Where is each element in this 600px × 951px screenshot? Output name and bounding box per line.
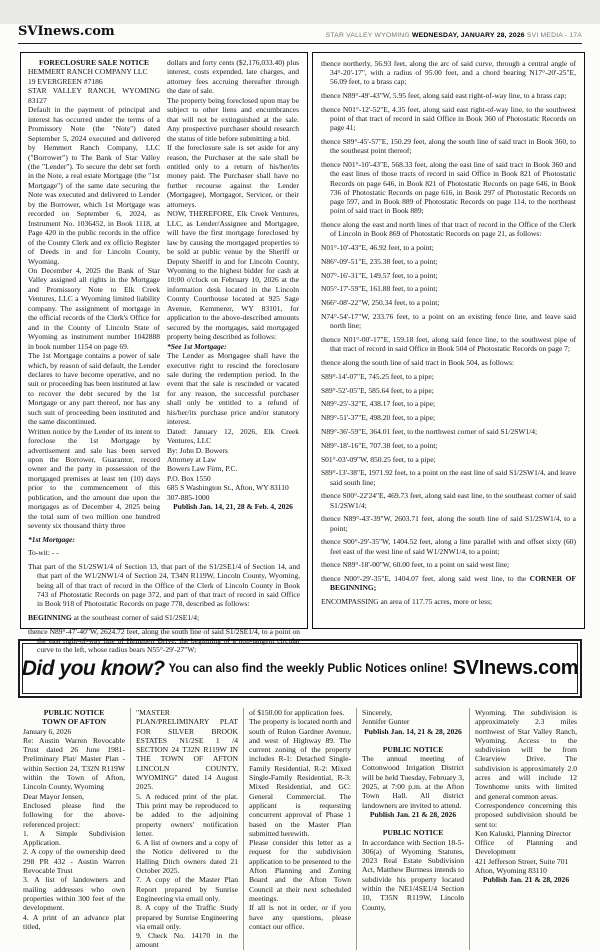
notice-paragraph: thence N89°-49'-43"W, 5.95 feet, along said east right-of-way line, to a brass cap; <box>321 91 567 101</box>
notice-paragraph: thence northerly, 56.93 feet, along the arc of said curve, through a central angle of 34°-20'-17", with a radius of 95.00 feet, and a chord bearing N17°-20'-25"E, 56.09 feet, to a brass cap; <box>321 59 576 87</box>
dateline <box>326 32 582 39</box>
notice-paragraph: On December 4, 2025 the Bank of Star Valley assigned all rights in the Mortgage and Promissory Note to Elk Creek Ventures, LLC a Wyoming limited liability company. The assignment of mortgage in the official records of the Clerk's Office for and in the County of Lincoln State of Wyoming as instrument number 1042888 in book number 1154 on page 69. <box>28 265 160 351</box>
notice-paragraph: If the foreclosure sale is set aside for any reason, the Purchaser at the sale shall be entitled only to a return of his/her/its money paid. The Purchaser shall have no further recourse against the Lender (Mortgagee), Mortgagor, Servicer, or their attorneys. <box>167 143 299 209</box>
public-notices-section <box>18 708 582 950</box>
notice-paragraph: Wyoming. The subdivision is approximately 2.3 miles northwest of Star Valley Ranch, Wyoming. Access to the subdivision will be from Clearview Drive. The subdivision is approximately 2.0 acres and will include 12 Townhome units with limited and general common areas. <box>475 708 577 801</box>
foreclosure-columns <box>28 58 300 531</box>
notice-paragraph: N86°-09'-51"E, 235.38 feet, to a point; <box>321 256 438 266</box>
notice-paragraph: Default in the payment of principal and interest has occurred under the terms of a Promissory Note (the "Note") dated September 5, 2024 executed and delivered by Hemmert Ranch Company, LLC ("Borrower") to The Bank of Star Valley (the "Lender"). To secure the debt set forth in the Note, a real estate Mortgage (the "1st Mortgage") of the same date securing the Note was executed and delivered to Lender by the Borrower, which 1st Mortgage was recorded on September 6, 2024, as Instrument No. 1036452, in Book 1118, at Page 420 in the public records in the office of the County Clerk and ex officio Register of Deeds in and for Lincoln County, Wyoming. <box>28 105 160 266</box>
notice-paragraph: Ken Kaluski, Planning Director <box>475 828 572 838</box>
notice-paragraph: 685 S Washington St., Afton, WY 83110 <box>167 483 289 493</box>
notice-paragraph: Publish Jan. 21 & 28, 2026 <box>369 809 457 819</box>
notice-paragraph: Written notice by the Lender of its intent to foreclose the 1st Mortgage by advertisement and sale has been served upon the Borrower, Guarantor, record owner and the party in possession of the mortgaged premises at least ten (10) days prior to the commencement of this publication, and the amount due upon the mortgages as of December 4, 2025 being the total sum of two million one hundred seventy six thousand thirty three <box>28 426 160 531</box>
notice-paragraph: Enclosed please find the following for the above-referenced project: <box>23 800 125 829</box>
public-notices-column-5 <box>469 708 582 950</box>
notice-paragraph: thence N89°-18'-00"W, 60.00 feet, to a point on said west line; <box>321 560 510 570</box>
public-notices-column-4 <box>356 708 469 950</box>
notice-paragraph: thence N01°-00'-17"E, 159.18 feet, along said fence line, to the southwest pipe of that tract of record in said Office in Book 504 of Photostatic Records on page 7; <box>321 335 576 354</box>
dateline-region: STAR VALLEY WYOMING <box>325 32 412 39</box>
notice-paragraph: dollars and forty cents ($2,176,033.40) plus interest, costs expended, late charges, and attorney fees accruing thereafter through the date of sale. <box>167 58 299 96</box>
notice-paragraph: In accordance with Section 18-5-306(a) of Wyoming Statutes, 2023 Real Estate Subdivision Act, Matthew Burtness intends to subdivide his property located within the NE1/4SE1/4 Section 10, T35N R119W, Lincoln County, <box>362 837 464 912</box>
notice-paragraph: N01°-10'-43"E, 46.92 feet, to a point; <box>321 243 434 253</box>
notice-paragraph: The property is located north and south of Rulon Gardner Avenue, and west of Highway 89. The current zoning of the property includes R-1: Detached Single-Family Residential, R-2: Mixed Single-Family Residential, R-3: Mixed Residential, and GC: General Commercial. The applicant is requesting concurrent approval of Phase 1 based on the Master Plan submitted herewith. <box>249 717 351 838</box>
notice-paragraph: thence N89°-43'-39"W, 2603.71 feet, along the south line of said S1/2SW1/4, to a point; <box>321 514 576 533</box>
notice-paragraph: Dated: January 12, 2026, Elk Creek Ventures, LLC <box>167 426 299 446</box>
banner-message-text: You can also find the weekly Public Notices online! <box>168 662 448 675</box>
notice-paragraph: The Lender as Mortgagee shall have the executive right to rescind the foreclosure sale during the redemption period. In the event that the sale is rescinded or vacated for any reason, the successful purchaser shall only be entitled to a refund of his/her/its purchase price and/or statutory interest. <box>167 351 299 427</box>
notice-paragraph: 421 Jefferson Street, Suite 701 <box>475 856 569 866</box>
notice-paragraph: thence along the south line of said tract in Book 504, as follows: <box>321 358 515 367</box>
foreclosure-notice <box>20 52 585 655</box>
notice-paragraph: ENCOMPASSING an area of 117.75 acres, more or less; <box>321 597 493 607</box>
notice-paragraph: HEMMERT RANCH COMPANY LLC <box>28 67 148 77</box>
notice-text-segment: CORNER OF BEGINNING; <box>330 574 576 593</box>
site-logo: SVInews.com <box>18 24 115 39</box>
notice-paragraph: N89°-51'-37"E, 498.20 feet, to a pipe; <box>321 413 436 423</box>
notice-paragraph: S01°-03'-09"W, 850.25 feet, to a pipe; <box>321 454 436 464</box>
notice-paragraph: S89°-52'-05"E, 585.64 feet, to a pipe; <box>321 385 434 395</box>
notice-text-segment: at the southeast corner of said S1/2SE1/4; <box>71 612 200 622</box>
notice-paragraph: S89°-13'-38"E, 1971.92 feet, to a point on the east line of said S1/2SW1/4, and leave said south line; <box>321 468 576 487</box>
notice-paragraph: NOW, THEREFORE, Elk Creek Ventures, LLC, as Lender/Assignee and Mortgagee, will have the first mortgage foreclosed by law by causing the mortgaged properties to be sold at public venue by the Sheriff or Deputy Sheriff in and for Lincoln County, Wyoming to the highest bidder for cash at 10:00 o'clock on February 10, 2026 at the information desk located in the Lincoln County Courthouse located at 925 Sage Avenue, Kemmerer, WY 83101, for application to the above-described amounts secured by the mortgages, said mortgaged property being described as follows: <box>167 209 299 342</box>
notice-paragraph: thence N01°-10'-43"E, 568.33 feet, along the east line of said tract in Book 360 and the east lines of those tracts of record in said Office in Book 821 of Photostatic Records on page 646, in Book 821 of Photostatic Records on page 646, in Book 736 of Photostatic Records on page 616, in Book 297 of Photostatic Records on page 597, and in Book 889 of Photostatic Records on page 114, to the northeast point of said tract in Book 889; <box>321 160 576 216</box>
notice-paragraph: 8. A copy of the Traffic Study prepared by Sunrise Engineering via email only. <box>136 903 238 931</box>
notice-paragraph: N07°-16'-31"E, 149.57 feet, to a point; <box>321 270 438 280</box>
notice-paragraph: Dear Mayor Jensen, <box>23 791 84 801</box>
notice-paragraph: That part of the S1/2SW1/4 of Section 13, that part of the S1/2SE1/4 of Section 14, and that part of the W1/2NW1/4 of Section 24, T34N R119W, Lincoln County, Wyoming, being all of that tract of record in the Office of the Clerk of Lincoln County in Book 743 of Photostatic Records on page 372, and part of that tract of record in said Office in Book 918 of Photostatic Records on page 778, described as follows: <box>28 562 300 609</box>
notice-paragraph: TOWN OF AFTON <box>42 717 106 727</box>
notice-paragraph: Afton, Wyoming 83110 <box>475 866 547 876</box>
notice-paragraph: of $150.00 for application fees. <box>249 708 345 717</box>
notice-paragraph: 1. A Simple Subdivision Application. <box>23 828 125 848</box>
notice-paragraph: STAR VALLEY RANCH, WYOMING 83127 <box>28 86 160 105</box>
notice-paragraph: N89°-25'-32"E, 438.17 feet, to a pipe; <box>321 399 436 409</box>
public-notices-column-1 <box>18 708 130 950</box>
notice-paragraph: 2. A copy of the ownership deed 298 PR 432 - Austin Warren Revocable Trust <box>23 847 125 876</box>
notice-paragraph: P.O. Box 1550 <box>167 473 211 483</box>
dateline-edition: SVI MEDIA - 17A <box>524 32 582 39</box>
notice-paragraph: *1st Mortgage: <box>28 534 75 544</box>
banner-website-text: SVInews.com <box>452 657 579 679</box>
notice-text-segment: BEGINNING <box>28 612 72 622</box>
notice-paragraph: PUBLIC NOTICE <box>382 744 444 754</box>
notice-paragraph: N66°-08'-22"W, 250.34 feet, to a point; <box>321 298 440 308</box>
notice-paragraph: The annual meeting of Cottonwood Irrigation District will be held Tuesday, February 3, 2025, at 7:00 p.m. at the Afton Town Hall. All district landowners are invited to attend. <box>362 754 464 810</box>
notice-paragraph: PUBLIC NOTICE <box>43 708 105 717</box>
notice-paragraph: Correspondence concerning this proposed subdivision should be sent to: <box>475 800 577 829</box>
notice-paragraph: To-wit: - - <box>28 548 59 558</box>
masthead <box>18 24 582 44</box>
dateline-date: WEDNESDAY, JANUARY 28, 2026 <box>411 32 525 39</box>
notice-paragraph: 4. A print of an advance plat titled, <box>23 912 125 931</box>
notice-text-segment: thence N00°-29'-35"E, 1404.07 feet, along said west line, to the <box>321 574 530 584</box>
notice-paragraph: Re: Austin Warren Revocable Trust dated 26 June 1981- Preliminary Plat/ Master Plan -within Section 24, T32N R119W within the Town of Afton, Lincoln County, Wyoming <box>23 735 125 792</box>
foreclosure-column-2 <box>167 58 299 531</box>
notice-paragraph: N74°-54'-17"W, 233.76 feet, to a point on an existing fence line, and leave said north line; <box>321 312 576 331</box>
notice-paragraph <box>321 574 576 592</box>
notice-paragraph: 9. Check No. 14170 in the amount <box>136 931 238 950</box>
notice-paragraph: Bowers Law Firm, P.C. <box>167 464 238 474</box>
notice-paragraph: Publish Jan. 14, 21 & 28, 2026 <box>364 726 462 736</box>
foreclosure-legal-description-continued <box>312 52 585 629</box>
newspaper-page <box>0 24 600 951</box>
notice-paragraph: thence S00°-29'-35"W, 1404.52 feet, along a line parallel with and offset sixty (60) feet east of the west line of said W1/2NW1/4, to a point; <box>321 537 576 556</box>
notice-paragraph: If all is not in order, or if you have any questions, please contact our office. <box>249 903 351 931</box>
notice-paragraph: 19 EVERGREEN #7186 <box>28 76 103 86</box>
foreclosure-legal-description-intro <box>28 535 300 655</box>
notice-paragraph: thence S00°-22'24"E, 469.73 feet, along said east line, to the southeast corner of said S1/2SW1/4; <box>321 491 576 510</box>
notice-paragraph: S89°-14'-07"E, 745.25 feet, to a pipe; <box>321 371 434 381</box>
notice-paragraph: Sincerely, <box>362 708 393 717</box>
notice-paragraph <box>28 613 300 622</box>
notice-paragraph: The 1st Mortgage contains a power of sale which, by reason of said default, the Lender declares to have become operative, and no suit or proceeding has been instituted at law to recover the debt secured by the 1st Mortgage or any part thereof, nor has any such suit of proceeding been instituted and the same discontinued. <box>28 351 160 427</box>
notice-paragraph: January 6, 2026 <box>23 726 72 736</box>
notice-paragraph: FORECLOSURE SALE NOTICE <box>38 58 150 67</box>
notice-paragraph: thence S89°-45'-57"E, 150.29 feet, along the south line of said tract in Book 360, to the southeast point thereof; <box>321 137 576 156</box>
foreclosure-left-box <box>20 52 308 655</box>
notice-paragraph: 307-885-1000 <box>167 492 210 502</box>
public-notices-column-2 <box>130 708 243 950</box>
notice-paragraph: 5. A reduced print of the plat. This print may be reproduced to be added to the adjoining property owners' notification letter. <box>136 791 238 838</box>
notice-paragraph: 7. A copy of the Master Plan Report prepared by Sunrise Engineering via email only. <box>136 875 238 903</box>
notice-paragraph: Attorney at Law <box>167 455 217 465</box>
notice-paragraph: Office of Planning and Development <box>475 838 577 857</box>
notice-paragraph: N89°-18'-16"E, 707.38 feet, to a point; <box>321 440 438 450</box>
notice-paragraph: 6. A list of owners and a copy of the Notice delivered to the Halling Ditch owners dated 21 October 2025. <box>136 838 238 876</box>
notice-paragraph: By: John D. Bowers <box>167 445 228 455</box>
notice-paragraph: N89°-36'-59"E, 364.01 feet, to the northwest corner of said S1/2SW1/4; <box>321 426 538 436</box>
notice-paragraph: The property being foreclosed upon may be subject to other liens and encumbrances that will not be extinguished at the sale. Any prospective purchaser should research the status of title before submitting a bid. <box>167 95 299 143</box>
notice-paragraph: "MASTER PLAN/PRELIMINARY PLAT FOR SILVER BROOK ESTATES N1/2SE 1 /4 SECTION 24 T32N R119W IN THE TOWN OF AFTON LINCOLN COUNTY, WYOMING" dated 14 August 2025. <box>136 708 238 792</box>
notice-paragraph: 3. A list of landowners and mailing addresses who own properties within 300 feet of the development. <box>23 875 125 913</box>
notice-paragraph: Jennifer Gunter <box>362 717 410 727</box>
notice-paragraph: N05°-17'-59"E, 161.88 feet, to a point; <box>321 284 438 294</box>
notice-paragraph: thence N89°-47'-40"W, 2624.72 feet, along the south line of said S1/2SE1/4, to a point on the east right-of-way line of Hemmert Drive, the beginning of a non-tangent circular curve to the left, whose radius bears N55°-29'-27"W; <box>28 626 300 655</box>
notice-paragraph: thence along the east and north lines of that tract of record in the Office of the Clerk of Lincoln in Book 869 of Photostatic Records on page 21, as follows: <box>321 220 576 239</box>
notice-paragraph: PUBLIC NOTICE <box>382 828 444 838</box>
foreclosure-column-1 <box>28 58 160 531</box>
notice-paragraph: Publish Jan. 21 & 28, 2026 <box>482 875 570 885</box>
notice-paragraph: Publish Jan. 14, 21, 28 & Feb. 4, 2026 <box>173 502 293 512</box>
notice-paragraph: thence N01°-12'-52"E, 4.35 feet, along said east right-of-way line, to the southwest point of that tract of record in said Office in Book 360 of Photostatic Records on page 41; <box>321 105 576 133</box>
banner-lead-text: Did you know? <box>21 656 165 680</box>
notice-paragraph: Please consider this letter as a request for the subdivision application to be presented to the Afton Planning and Zoning Board and the Afton Town Council at their next scheduled meetings. <box>249 838 351 903</box>
public-notices-column-3 <box>243 708 356 950</box>
notice-paragraph: *See 1st Mortgage: <box>167 341 227 351</box>
